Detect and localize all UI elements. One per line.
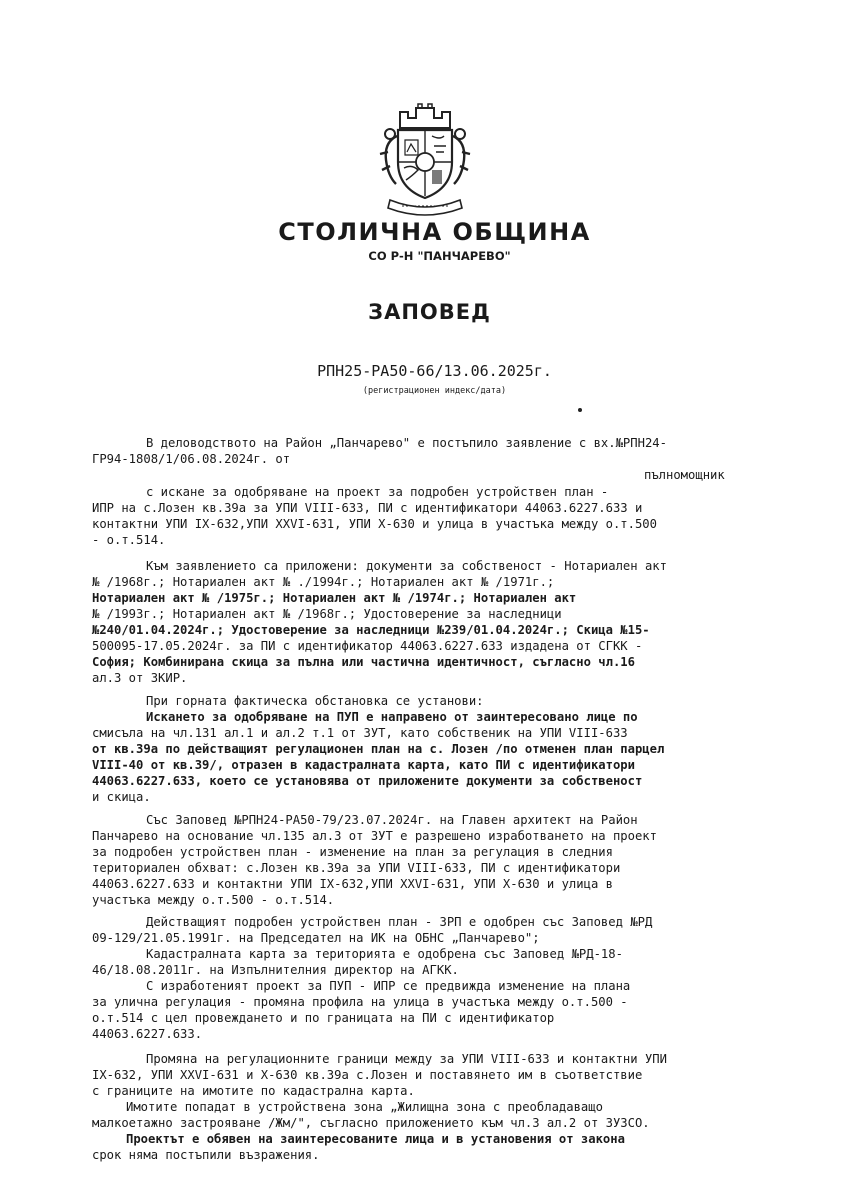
body-line: № /1993г.; Нотариален акт № /1968г.; Удостоверение за наследници bbox=[92, 607, 562, 621]
document-title: ЗАПОВЕД bbox=[368, 300, 491, 324]
registration-number: РПН25-РА50-66/13.06.2025г. bbox=[317, 362, 552, 380]
body-line: от кв.39а по действащият регулационен план на с. Лозен /по отменен план парцел bbox=[92, 742, 665, 756]
body-line: Панчарево на основание чл.135 ал.3 от ЗУТ е разрешено изработването на проект bbox=[92, 829, 657, 843]
body-line: и скица. bbox=[92, 790, 151, 804]
body-line: 44063.6227.633 и контактни УПИ IX-632,УПИ XXVI-631, УПИ X-630 и улица в bbox=[92, 877, 613, 891]
district-name: СО Р-Н "ПАНЧАРЕВО" bbox=[368, 249, 511, 263]
body-line: Към заявлението са приложени: документи за собственост - Нотариален акт bbox=[146, 559, 667, 573]
body-line: IX-632, УПИ XXVI-631 и X-630 кв.39а с.Лозен и поставянето им в съответствие bbox=[92, 1068, 643, 1082]
body-line: Действащият подробен устройствен план - ЗРП е одобрен със Заповед №РД bbox=[146, 915, 653, 929]
body-line: №240/01.04.2024г.; Удостоверение за наследници №239/01.04.2024г.; Скица №15- bbox=[92, 623, 650, 637]
body-line: VIII-40 от кв.39/, отразен в кадастралната карта, като ПИ с идентификатори bbox=[92, 758, 635, 772]
body-line: пълномощник bbox=[644, 468, 725, 482]
body-line: за подробен устройствен план - изменение на план за регулация в следния bbox=[92, 845, 613, 859]
body-line: ИПР на с.Лозен кв.39а за УПИ VIII-633, ПИ с идентификатори 44063.6227.633 и bbox=[92, 501, 643, 515]
body-line: С изработеният проект за ПУП - ИПР се предвижда изменение на плана bbox=[146, 979, 631, 993]
body-line: Със Заповед №РПН24-РА50-79/23.07.2024г. на Главен архитект на Район bbox=[146, 813, 638, 827]
body-line: Кадастралната карта за територията е одобрена със Заповед №РД-18- bbox=[146, 947, 623, 961]
body-line: Имотите попадат в устройствена зона „Жилищна зона с преобладаващо bbox=[126, 1100, 603, 1114]
body-line: малкоетажно застрояване /Жм/", съгласно приложението към чл.3 ал.2 от ЗУЗСО. bbox=[92, 1116, 650, 1130]
body-line: о.т.514 с цел провеждането и по границата на ПИ с идентификатор bbox=[92, 1011, 555, 1025]
body-line: Искането за одобряване на ПУП е направено от заинтересовано лице по bbox=[146, 710, 638, 724]
body-line: срок няма постъпили възражения. bbox=[92, 1148, 320, 1162]
body-line: с границите на имотите по кадастрална карта. bbox=[92, 1084, 415, 1098]
dot-mark bbox=[578, 408, 582, 412]
body-line: с искане за одобряване на проект за подробен устройствен план - bbox=[146, 485, 609, 499]
body-line: ал.3 от ЗКИР. bbox=[92, 671, 188, 685]
sofia-coat-of-arms-icon bbox=[370, 100, 480, 218]
body-line: териториален обхват: с.Лозен кв.39а за УПИ VIII-633, ПИ с идентификатори bbox=[92, 861, 621, 875]
body-line: Проектът е обявен на заинтересованите лица и в установения от закона bbox=[126, 1132, 625, 1146]
body-line: При горната фактическа обстановка се установи: bbox=[146, 694, 484, 708]
registration-caption: (регистрационен индекс/дата) bbox=[362, 386, 507, 396]
body-line: - о.т.514. bbox=[92, 533, 166, 547]
body-line: 500095-17.05.2024г. за ПИ с идентификатор 44063.6227.633 издадена от СГКК - bbox=[92, 639, 643, 653]
body-line: контактни УПИ IX-632,УПИ XXVI-631, УПИ X-630 и улица в участъка между о.т.500 bbox=[92, 517, 657, 531]
body-line: за улична регулация - промяна профила на улица в участъка между о.т.500 - bbox=[92, 995, 628, 1009]
body-line: № /1968г.; Нотариален акт № ./1994г.; Нотариален акт № /1971г.; bbox=[92, 575, 555, 589]
body-line: Нотариален акт № /1975г.; Нотариален акт № /1974г.; Нотариален акт bbox=[92, 591, 577, 605]
body-line: 44063.6227.633. bbox=[92, 1027, 203, 1041]
body-line: 09-129/21.05.1991г. на Председател на ИК на ОБНС „Панчарево"; bbox=[92, 931, 540, 945]
body-line: смисъла на чл.131 ал.1 и ал.2 т.1 от ЗУТ, като собственик на УПИ VIII-633 bbox=[92, 726, 628, 740]
body-line: ГР94-1808/1/06.08.2024г. от bbox=[92, 452, 291, 466]
body-line: 46/18.08.2011г. на Изпълнителния директор на АГКК. bbox=[92, 963, 459, 977]
body-line: София; Комбинирана скица за пълна или частична идентичност, съгласно чл.16 bbox=[92, 655, 635, 669]
body-line: участъка между о.т.500 - о.т.514. bbox=[92, 893, 335, 907]
body-line: Промяна на регулационните граници между за УПИ VIII-633 и контактни УПИ bbox=[146, 1052, 667, 1066]
body-line: В деловодството на Район „Панчарево" е постъпило заявление с вх.№РПН24- bbox=[146, 436, 667, 450]
body-line: 44063.6227.633, което се установява от приложените документи за собственост bbox=[92, 774, 643, 788]
organization-name: СТОЛИЧНА ОБЩИНА bbox=[278, 218, 591, 246]
